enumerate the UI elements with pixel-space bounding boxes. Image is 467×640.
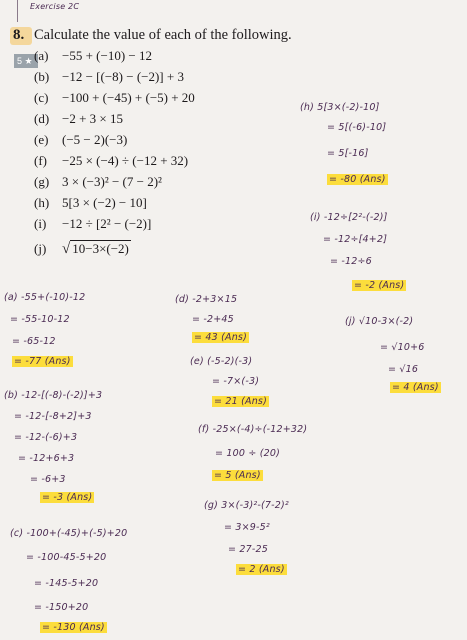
hw-h-2: = 5[-16] (327, 148, 369, 159)
answer-highlight: = -2 (Ans) (354, 280, 405, 291)
hw-f-1: = 100 ÷ (20) (215, 448, 281, 459)
item-expr: 3 × (−3)² − (7 − 2)² (62, 174, 162, 189)
hw-j-0: (j) √10-3×(-2) (345, 316, 414, 327)
item-i (34, 216, 151, 232)
item-j (34, 240, 131, 258)
item-expr: 10−3×(−2) (72, 241, 129, 256)
item-a (34, 48, 152, 64)
hw-a-2: = -65-12 (12, 336, 56, 347)
item-label: (c) (34, 90, 49, 105)
hw-b-4: = -6+3 (30, 474, 66, 485)
hw-c-2: = -145-5+20 (34, 578, 99, 589)
hw-a-1: = -55-10-12 (10, 314, 70, 325)
hw-h-0: (h) 5[3×(-2)-10] (300, 102, 380, 113)
hw-b-0: (b) -12-[(-8)-(-2)]+3 (4, 390, 103, 401)
answer-highlight: = 43 (Ans) (194, 332, 247, 343)
item-expr: −12 ÷ [2² − (−2)] (62, 216, 152, 231)
hw-c-0: (c) -100+(-45)+(-5)+20 (10, 528, 128, 539)
question-number: 8. (13, 27, 25, 43)
answer-highlight: = -3 (Ans) (42, 492, 93, 503)
item-label: (i) (34, 216, 47, 231)
item-expr: −12 − [(−8) − (−2)] + 3 (62, 69, 184, 84)
hw-h-3 (327, 174, 388, 185)
hw-g-3 (236, 564, 287, 575)
hw-f-2 (212, 470, 263, 481)
item-f (34, 153, 188, 169)
answer-highlight: = 5 (Ans) (214, 470, 261, 481)
item-label: (d) (34, 111, 50, 126)
answer-highlight: = 21 (Ans) (214, 396, 267, 407)
item-expr: (−5 − 2)(−3) (62, 132, 128, 147)
hw-c-1: = -100-45-5+20 (26, 552, 107, 563)
answer-highlight: = -77 (Ans) (14, 356, 71, 367)
margin-line (17, 0, 18, 22)
item-h (34, 195, 147, 211)
hw-i-0: (i) -12÷[2²-(-2)] (310, 212, 388, 223)
hw-j-3 (390, 382, 441, 393)
hw-b-5 (40, 492, 94, 503)
item-d (34, 111, 123, 127)
item-expr: 5[3 × (−2) − 10] (62, 195, 147, 210)
header-scrawl: Exercise 2C (30, 2, 80, 11)
question-title: Calculate the value of each of the following. (34, 27, 292, 43)
hw-j-1: = √10+6 (380, 342, 425, 353)
sqrt-icon: √ (62, 241, 71, 257)
hw-b-3: = -12+6+3 (18, 453, 75, 464)
hw-i-3 (352, 280, 406, 291)
answer-highlight: = 4 (Ans) (392, 382, 439, 393)
item-c (34, 90, 195, 106)
item-g (34, 174, 162, 190)
item-b (34, 69, 184, 85)
hw-j-2: = √16 (388, 364, 419, 375)
hw-f-0: (f) -25×(-4)÷(-12+32) (198, 424, 308, 435)
hw-d-1: = -2+45 (192, 314, 234, 325)
answer-highlight: = -80 (Ans) (329, 174, 386, 185)
item-expr: −55 + (−10) − 12 (62, 48, 152, 63)
item-e (34, 132, 127, 148)
hw-i-2: = -12÷6 (330, 256, 372, 267)
hw-b-2: = -12-(-6)+3 (14, 432, 78, 443)
hw-g-2: = 27-25 (228, 544, 268, 555)
item-label: (f) (34, 153, 47, 168)
item-expr: −25 × (−4) ÷ (−12 + 32) (62, 153, 189, 168)
item-label: (a) (34, 48, 49, 63)
hw-e-2 (212, 396, 269, 407)
hw-g-0: (g) 3×(-3)²-(7-2)² (204, 500, 289, 511)
answer-highlight: = -130 (Ans) (42, 622, 105, 633)
hw-b-1: = -12-[-8+2]+3 (14, 411, 92, 422)
hw-i-1: = -12÷[4+2] (323, 234, 388, 245)
hw-a-3 (12, 356, 73, 367)
hw-e-0: (e) (-5-2)(-3) (190, 356, 253, 367)
hw-c-4 (40, 622, 107, 633)
item-label: (b) (34, 69, 50, 84)
item-label: (j) (34, 241, 47, 256)
item-expr: −2 + 3 × 15 (62, 111, 123, 126)
hw-g-1: = 3×9-5² (224, 522, 270, 533)
hw-a-0: (a) -55+(-10)-12 (4, 292, 86, 303)
hw-c-3: = -150+20 (34, 602, 89, 613)
hw-h-1: = 5[(-6)-10] (327, 122, 387, 133)
hw-d-0: (d) -2+3×15 (175, 294, 238, 305)
answer-highlight: = 2 (Ans) (238, 564, 285, 575)
item-label: (e) (34, 132, 49, 147)
item-expr: −100 + (−45) + (−5) + 20 (62, 90, 195, 105)
hw-d-2 (192, 332, 249, 343)
item-label: (h) (34, 195, 50, 210)
difficulty-tag: 5 ★ (14, 54, 38, 68)
item-label: (g) (34, 174, 50, 189)
hw-e-1: = -7×(-3) (212, 376, 260, 387)
